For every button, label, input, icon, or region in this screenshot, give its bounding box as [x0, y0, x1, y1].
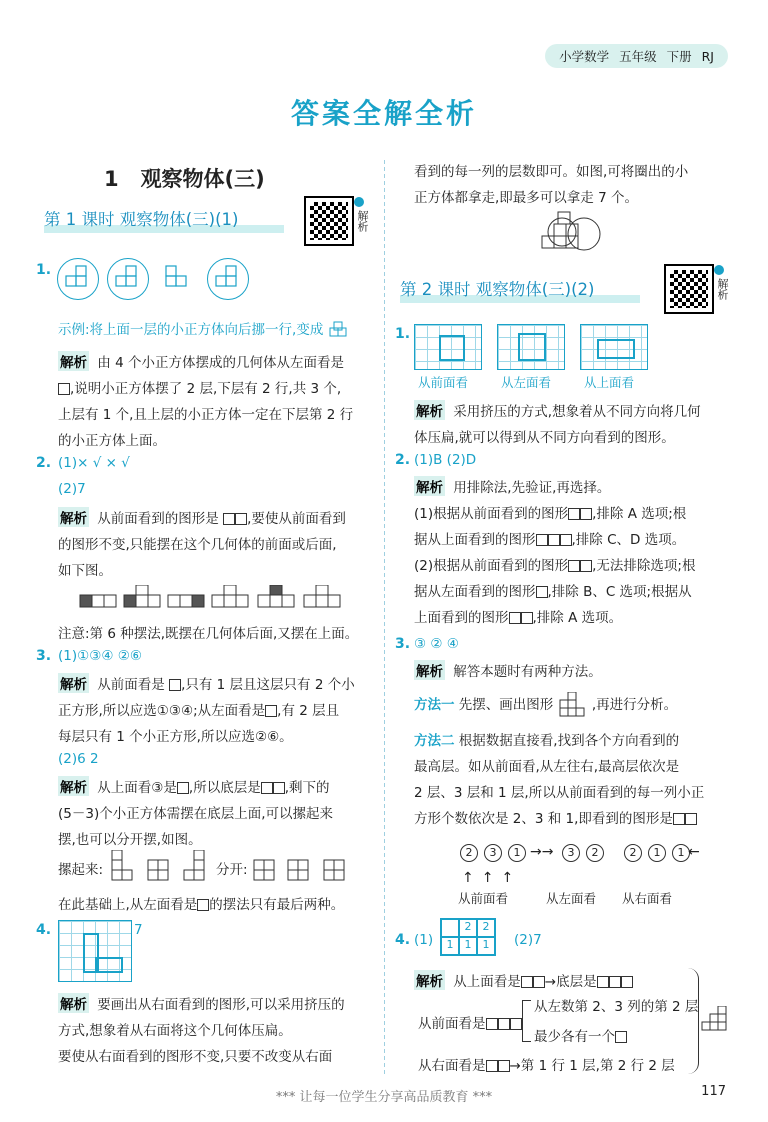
digit: 2: [460, 844, 478, 862]
q3-jiexi2-line-1: [58, 776, 330, 796]
rq4-answer-1: (1): [414, 932, 434, 948]
rq2-line-5: [414, 606, 622, 626]
rq2-answer: (1)B (2)D: [414, 452, 477, 468]
play-icon: [354, 197, 364, 207]
jiexi-label: 解析: [414, 400, 445, 420]
qr-code-icon[interactable]: [304, 196, 354, 246]
text: 方形个数依次是 2、3 和 1,即看到的图形是: [414, 811, 673, 827]
grid-shape: [95, 957, 123, 973]
jiexi-label: 解析: [58, 351, 89, 371]
qr-code-icon[interactable]: [664, 264, 714, 314]
q1-example-text: 示例:将上面一层的小正方体向后挪一行,变成: [58, 322, 324, 338]
qr-label: 解析: [716, 278, 729, 300]
text: ,再进行分析。: [591, 697, 678, 713]
text: ,剩下的: [284, 780, 330, 796]
q3-jiexi-line-1: [58, 673, 355, 693]
circled-cubes-figure: [536, 210, 606, 256]
text: 从前面看是: [97, 677, 165, 693]
text: 采用挤压的方式,想象着从不同方向将几何: [453, 404, 701, 420]
square-icon: [521, 976, 533, 988]
rq3-method2-line-4: [414, 807, 697, 827]
chapter-name: 观察物体(三): [140, 167, 265, 191]
right-arrows: →→: [530, 844, 554, 860]
square-icon: [673, 813, 685, 825]
rq2-line-2: [414, 528, 685, 548]
text: 用排除法,先验证,再选择。: [453, 480, 611, 496]
grid-cell: 2: [477, 919, 495, 937]
text: 从上面看是: [453, 974, 521, 990]
square-icon: [509, 612, 521, 624]
q4-jiexi-line-2: 方式,想象着从右面将这个几何体压扁。: [58, 1023, 292, 1039]
text: 上面看到的图形: [414, 610, 509, 626]
question-number: 4.: [395, 932, 411, 948]
q2-answer-2: (2)7: [58, 481, 86, 497]
cube-icon: [328, 320, 350, 340]
question-number: 3.: [395, 636, 411, 652]
grid-cell: 1: [441, 937, 459, 955]
lesson-1-label: 第 1 课时 观察物体(三)(1): [44, 210, 239, 229]
rq3-method2-line-2: 最高层。如从前面看,从左往右,最高层依次是: [414, 759, 680, 775]
square-icon: [510, 1018, 522, 1030]
method-2-label: 方法二: [414, 733, 455, 749]
q3-jiexi2-line-3: 摆,也可以分开摆,如图。: [58, 832, 202, 848]
q2-note: 注意:第 6 种摆法,既摆在几何体后面,又摆在上面。: [58, 626, 359, 642]
text: ,只有 1 层且这层只有 2 个小: [181, 677, 355, 693]
square-icon: [615, 1031, 627, 1043]
q4-jiexi-line-3: 要使从右面看到的图形不变,只要不改变从右面: [58, 1049, 333, 1065]
q3-jiexi-line-2: [58, 699, 339, 719]
rq3-jiexi-line-0: [414, 660, 602, 680]
q2-jiexi-line-1: [58, 507, 346, 527]
right-digits: [622, 844, 692, 862]
text: 根据数据直接看,找到各个方向看到的: [458, 733, 680, 749]
text: ,排除 C、D 选项。: [571, 532, 686, 548]
grid-cell: 2: [459, 919, 477, 937]
front-view-label: 从前面看: [418, 375, 469, 390]
qr-label: 解析: [356, 210, 369, 232]
q1-jiexi-line-1: [58, 351, 344, 371]
rq2-line-3: [414, 554, 695, 574]
q4-grid: [58, 920, 132, 982]
header-edition: RJ: [701, 48, 714, 64]
square-icon: [621, 976, 633, 988]
grid-front: [414, 324, 482, 370]
q2-jiexi-line-3: 如下图。: [58, 563, 112, 579]
rq1-jiexi-line-1: [414, 400, 701, 420]
jiexi-label: 解析: [414, 660, 445, 680]
question-number: 2.: [36, 455, 52, 471]
text: ,排除 A 选项。: [532, 610, 623, 626]
q1-jiexi-line-4: 的小正方体上面。: [58, 433, 166, 449]
square-icon: [536, 586, 548, 598]
q2-answer-1: (1)× √ × √: [58, 455, 130, 471]
square-icon: [568, 560, 580, 572]
q3-last-line: [58, 893, 344, 913]
chapter-number: 1: [104, 167, 119, 191]
square-icon: [568, 508, 580, 520]
jiexi-label: 解析: [58, 673, 89, 693]
method-1-label: 方法一: [414, 697, 455, 713]
digit: 2: [624, 844, 642, 862]
q3-answer-2: (2)6 2: [58, 751, 99, 767]
question-number: 1.: [395, 326, 411, 342]
rq2-line-1: [414, 502, 686, 522]
branch-bracket: [522, 1000, 531, 1042]
jiexi-label: 解析: [414, 970, 445, 990]
rq4-line-3: [418, 1054, 675, 1074]
text: 由 4 个小正方体摆成的几何体从左面看是: [97, 355, 344, 371]
page-number: 117: [701, 1084, 726, 1099]
rq1-jiexi-line-2: 体压扁,就可以得到从不同方向看到的图形。: [414, 430, 675, 446]
rq3-method2-line-1: [414, 729, 679, 749]
q3-jiexi-line-3: 每层只有 1 个小正方形,所以应选②⑥。: [58, 729, 293, 745]
lesson-1-heading: [44, 205, 284, 231]
footer-slogan: *** 让每一位学生分享高品质教育 ***: [275, 1090, 493, 1105]
header-badge: [545, 44, 728, 68]
up-arrows: ↑↑↑: [462, 870, 522, 886]
rq4-branch-1: 从左数第 2、3 列的第 2 层: [534, 999, 699, 1015]
header-subject: 小学数学: [559, 49, 610, 64]
lesson-2-label: 第 2 课时 观察物体(三)(2): [400, 280, 595, 299]
square-icon: [521, 612, 533, 624]
square-icon: [548, 534, 560, 546]
question-number: 3.: [36, 648, 52, 664]
text: 解答本题时有两种方法。: [453, 664, 602, 680]
rq4-branch-2: [534, 1025, 627, 1045]
square-icon: [235, 513, 247, 525]
question-number: 2.: [395, 452, 411, 468]
square-icon: [498, 1060, 510, 1072]
jiexi-label: 解析: [58, 776, 89, 796]
square-icon: [486, 1060, 498, 1072]
text: 据从上面看到的图形: [414, 532, 536, 548]
square-icon: [223, 513, 235, 525]
front-digits: [458, 844, 528, 862]
square-icon: [273, 782, 285, 794]
digit: 1: [648, 844, 666, 862]
text: 从右面看是: [418, 1058, 486, 1074]
square-icon: [265, 705, 277, 717]
q4-answer: 7: [134, 922, 143, 938]
square-icon: [536, 534, 548, 546]
rq3-answer: ③ ② ④: [414, 636, 459, 652]
q2-jiexi-line-2: 的图形不变,只能摆在这个几何体的前面或后面,: [58, 537, 337, 553]
left-label: 从左面看: [546, 891, 597, 906]
stack-figures: [108, 850, 208, 884]
jiexi-label: 解析: [414, 476, 445, 496]
square-icon: [58, 383, 70, 395]
square-icon: [197, 899, 209, 911]
rq3-method1: [414, 692, 677, 718]
q1-example: [58, 318, 350, 340]
q3-stack-label: 摞起来:: [58, 862, 104, 878]
square-icon: [597, 976, 609, 988]
right-label: 从右面看: [622, 891, 673, 906]
text: 从前面看是: [418, 1016, 486, 1032]
jiexi-label: 解析: [58, 993, 89, 1013]
text: 从前面看到的图形是: [97, 511, 219, 527]
text: 从上面看③是: [97, 780, 177, 796]
question-number: 4.: [36, 922, 52, 938]
cube-icon: [558, 692, 588, 718]
split-figures: [252, 850, 362, 884]
square-icon: [486, 1018, 498, 1030]
question-number: 1.: [36, 262, 52, 278]
text: 先摆、画出图形: [458, 697, 554, 713]
jiexi-label: 解析: [58, 507, 89, 527]
left-digits: [560, 844, 606, 862]
square-icon: [560, 534, 572, 546]
square-icon: [261, 782, 273, 794]
q1-jiexi-line-2: [58, 377, 341, 397]
text: ,有 2 层且: [277, 703, 340, 719]
text: ,无法排除选项;根: [592, 558, 696, 574]
rq2-line-4: [414, 580, 692, 600]
text: ,说明小正方体摆了 2 层,下层有 2 行,共 3 个,: [70, 381, 342, 397]
rq4-jiexi-line-1: [414, 970, 633, 990]
digit: 3: [562, 844, 580, 862]
top-view-label: 从上面看: [584, 375, 635, 390]
text: 在此基础上,从左面看是: [58, 897, 198, 913]
grid-left: [497, 324, 565, 370]
rq4-number-grid: [440, 918, 496, 956]
square-icon: [498, 1018, 510, 1030]
square-icon: [169, 679, 181, 691]
grid-top: [580, 324, 648, 370]
digit: 3: [484, 844, 502, 862]
front-label: 从前面看: [458, 891, 509, 906]
q3-jiexi2-line-2: (5－3)个小正方体需摆在底层上面,可以摞起来: [58, 806, 334, 822]
grid-cell: 1: [477, 937, 495, 955]
text: →第 1 行 1 层,第 2 行 2 层: [509, 1058, 675, 1074]
header-volume: 下册: [666, 49, 692, 64]
text: 要画出从右面看到的图形,可以采用挤压的: [97, 997, 345, 1013]
play-icon: [714, 265, 724, 275]
text: →底层是: [544, 974, 597, 990]
right-top-line-2: 正方体都拿走,即最多可以拿走 7 个。: [414, 190, 638, 206]
digit: 1: [508, 844, 526, 862]
column-divider: [384, 160, 385, 1075]
q3-split-label: 分开:: [216, 862, 248, 878]
square-icon: [609, 976, 621, 988]
square-icon: [580, 560, 592, 572]
q3-answer-1: (1)①③④ ②⑥: [58, 648, 142, 664]
page-title: 答案全解全析: [290, 97, 477, 130]
brace: [688, 968, 699, 1074]
text: ,要使从前面看到: [247, 511, 346, 527]
q1-jiexi-line-3: 上层有 1 个,且上层的小正方体一定在下层第 2 行: [58, 407, 354, 423]
square-icon: [177, 782, 189, 794]
result-cube-figure: [700, 1006, 732, 1034]
left-view-label: 从左面看: [501, 375, 552, 390]
chapter-title: [104, 163, 265, 193]
square-icon: [533, 976, 545, 988]
q4-jiexi-line-1: [58, 993, 345, 1013]
right-top-line-1: 看到的每一列的层数即可。如图,可将圈出的小: [414, 164, 689, 180]
grid-cell: 1: [459, 937, 477, 955]
text: 据从左面看到的图形: [414, 584, 536, 600]
digit: 1: [672, 844, 690, 862]
text: ,排除 A 选项;根: [592, 506, 687, 522]
square-icon: [580, 508, 592, 520]
cube-figures: [60, 262, 250, 296]
left-arrows: ←: [688, 844, 700, 860]
q2-arrangement-figures: [76, 585, 366, 613]
text: 的摆法只有最后两种。: [209, 897, 345, 913]
digit: 2: [586, 844, 604, 862]
text: ,所以底层是: [188, 780, 261, 796]
text: (2)根据从前面看到的图形: [414, 558, 569, 574]
text: 最少各有一个: [534, 1029, 615, 1045]
rq3-method2-line-3: 2 层、3 层和 1 层,所以从前面看到的每一列小正: [414, 785, 705, 801]
text: 正方形,所以应选①③④;从左面看是: [58, 703, 266, 719]
square-icon: [685, 813, 697, 825]
lesson-2-heading: [400, 275, 640, 301]
header-grade: 五年级: [619, 49, 657, 64]
rq4-answer-2: (2)7: [514, 932, 542, 948]
rq2-jiexi-line-0: [414, 476, 610, 496]
rq4-line-2: [418, 1012, 522, 1032]
text: (1)根据从前面看到的图形: [414, 506, 569, 522]
text: ,排除 B、C 选项;根据从: [547, 584, 692, 600]
